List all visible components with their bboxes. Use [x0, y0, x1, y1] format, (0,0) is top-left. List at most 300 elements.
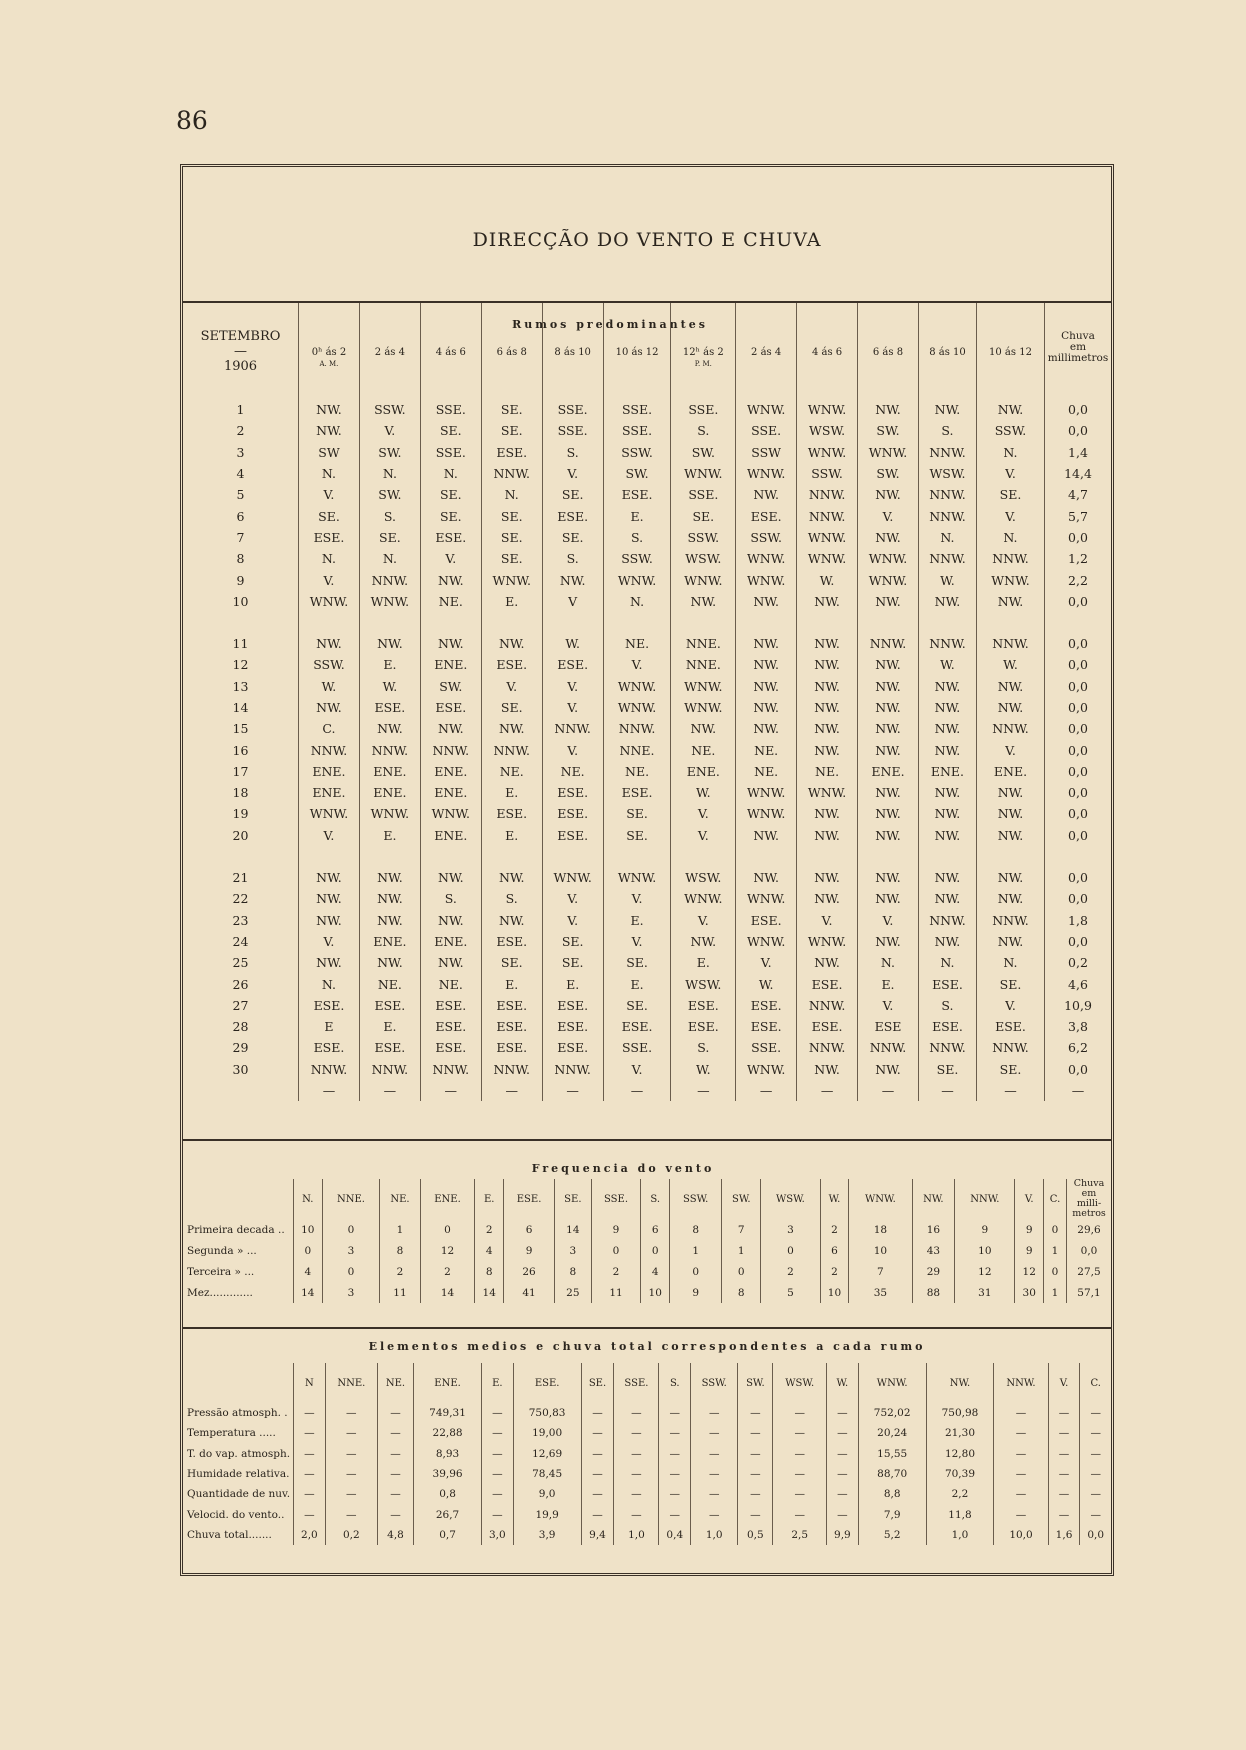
wind-direction: E. — [481, 973, 542, 994]
frequency-value: 0 — [1044, 1261, 1067, 1282]
element-value: — — [481, 1403, 513, 1423]
wind-direction: NW. — [858, 591, 919, 612]
wind-direction: ESE. — [797, 1016, 858, 1037]
frequency-value: 31 — [955, 1282, 1015, 1303]
frequency-value: 10 — [294, 1219, 323, 1240]
element-value: 15,55 — [858, 1444, 926, 1464]
wind-direction: WNW. — [481, 569, 542, 590]
element-value: — — [994, 1464, 1048, 1484]
wind-direction: NW. — [797, 676, 858, 697]
wind-direction: NNW. — [420, 739, 481, 760]
spacer-cell — [736, 846, 797, 867]
day-number: 21 — [232, 870, 249, 886]
wind-direction: WNW. — [736, 548, 797, 569]
wind-direction: ENE. — [299, 761, 360, 782]
spacer-cell — [542, 612, 603, 633]
frequency-value: 10 — [849, 1240, 912, 1261]
spacer-cell — [481, 846, 542, 867]
wind-direction: ESE. — [736, 910, 797, 931]
element-value: — — [994, 1484, 1048, 1504]
wind-direction: NW. — [797, 867, 858, 888]
table-row — [183, 1444, 1111, 1464]
wind-direction: ESE. — [542, 782, 603, 803]
element-value: — — [659, 1464, 691, 1484]
element-value: — — [294, 1484, 326, 1504]
element-value: — — [1080, 1464, 1111, 1484]
wind-direction: NNW. — [603, 718, 671, 739]
wind-direction: NW. — [797, 591, 858, 612]
spacer-cell — [299, 612, 360, 633]
table-row — [183, 973, 1111, 994]
rain-value: 6,2 — [1045, 1037, 1112, 1058]
element-value: — — [738, 1444, 773, 1464]
dash-cell: — — [918, 1080, 976, 1101]
wind-direction: ESE. — [542, 505, 603, 526]
frequency-value: 1 — [1044, 1240, 1067, 1261]
table-row — [183, 825, 1111, 846]
time-header: 4 ás 6 — [797, 303, 858, 399]
wind-direction: SW. — [671, 442, 736, 463]
wind-direction: S. — [542, 442, 603, 463]
wind-direction: WNW. — [858, 569, 919, 590]
wind-direction: SSE. — [420, 399, 481, 420]
spacer-cell — [359, 612, 420, 633]
wind-direction: V. — [299, 484, 360, 505]
element-value: 22,88 — [414, 1423, 482, 1443]
wind-direction: SW. — [858, 420, 919, 441]
time-period: A. M. — [319, 360, 339, 368]
wind-direction: SSE. — [420, 442, 481, 463]
wind-direction: W. — [671, 782, 736, 803]
wind-direction: NW. — [858, 782, 919, 803]
wind-direction: WNW. — [797, 782, 858, 803]
frequency-value: 2 — [820, 1219, 849, 1240]
wind-direction: WNW. — [299, 803, 360, 824]
element-value: — — [827, 1423, 859, 1443]
element-value: — — [691, 1484, 738, 1504]
wind-direction: V. — [603, 1059, 671, 1080]
wind-direction: NW. — [671, 931, 736, 952]
direction-header: S. — [659, 1363, 691, 1403]
wind-direction: WNW. — [736, 931, 797, 952]
spacer-cell — [918, 612, 976, 633]
wind-direction: WNW. — [736, 782, 797, 803]
wind-direction: WNW. — [359, 591, 420, 612]
wind-direction: SE. — [420, 420, 481, 441]
wind-direction: NE. — [797, 761, 858, 782]
frequency-value: 25 — [555, 1282, 592, 1303]
frequency-value: 10 — [820, 1282, 849, 1303]
element-value: 21,30 — [926, 1423, 994, 1443]
element-value: 9,0 — [513, 1484, 581, 1504]
wind-direction: WNW. — [671, 676, 736, 697]
frequency-value: 6 — [820, 1240, 849, 1261]
direction-header: NNE. — [322, 1179, 380, 1219]
row-label: Velocid. do vento.. — [187, 1508, 285, 1521]
frequency-value: 0 — [322, 1219, 380, 1240]
wind-direction: NW. — [481, 867, 542, 888]
day-number: 10 — [232, 593, 249, 609]
wind-direction: NW. — [858, 1059, 919, 1080]
wind-direction: N. — [420, 463, 481, 484]
dash-cell — [183, 1080, 299, 1101]
wind-direction: ENE. — [359, 761, 420, 782]
wind-direction: ESE. — [603, 782, 671, 803]
wind-direction: NW. — [918, 676, 976, 697]
wind-direction: WSW. — [671, 867, 736, 888]
wind-direction: NW. — [299, 633, 360, 654]
wind-direction: N. — [299, 548, 360, 569]
day-number: 23 — [232, 912, 249, 928]
element-value: — — [691, 1403, 738, 1423]
table-row — [183, 1464, 1111, 1484]
month-header: SETEMBRO — 1906 — [200, 329, 281, 374]
spacer-cell — [918, 846, 976, 867]
wind-direction: ESE. — [542, 1037, 603, 1058]
wind-direction: NW. — [736, 697, 797, 718]
row-label: Quantidade de nuv. — [187, 1488, 291, 1501]
wind-direction: NNW. — [542, 718, 603, 739]
direction-header: V. — [1048, 1363, 1080, 1403]
rain-header — [1067, 1179, 1112, 1219]
frequency-value: 14 — [420, 1282, 475, 1303]
day-number: 27 — [232, 997, 249, 1013]
wind-direction: WNW. — [736, 463, 797, 484]
element-value: — — [581, 1504, 614, 1524]
element-value: — — [377, 1484, 413, 1504]
rain-value: 14,4 — [1045, 463, 1112, 484]
row-label: Temperatura ..... — [187, 1427, 276, 1440]
direction-header: SSE. — [614, 1363, 659, 1403]
wind-direction: NW. — [797, 654, 858, 675]
direction-header: NNW. — [955, 1179, 1015, 1219]
table-row — [183, 591, 1111, 612]
element-value: 752,02 — [858, 1403, 926, 1423]
wind-direction: ESE. — [736, 995, 797, 1016]
wind-direction: ESE. — [671, 995, 736, 1016]
frequency-value: 11 — [591, 1282, 641, 1303]
wind-direction: WNW. — [736, 888, 797, 909]
element-value: 750,98 — [926, 1403, 994, 1423]
element-value: 1,0 — [614, 1525, 659, 1545]
wind-direction: NNE. — [671, 633, 736, 654]
mean-elements-table — [183, 1363, 1111, 1545]
wind-direction: NW. — [797, 633, 858, 654]
element-value: — — [1048, 1464, 1080, 1484]
element-value: — — [325, 1444, 377, 1464]
wind-direction: W. — [797, 569, 858, 590]
elements-caption: Elementos medios e chuva total correspondentes a cada rumo — [368, 1340, 926, 1353]
direction-header: WSW. — [761, 1179, 820, 1219]
wind-direction: V. — [299, 569, 360, 590]
table-row — [183, 718, 1111, 739]
element-value: — — [294, 1504, 326, 1524]
day-number: 19 — [232, 806, 249, 822]
spacer-row — [183, 612, 1111, 633]
wind-direction: E. — [671, 952, 736, 973]
element-value: — — [325, 1504, 377, 1524]
wind-direction: ESE. — [481, 931, 542, 952]
spacer-cell — [299, 846, 360, 867]
wind-direction: E. — [359, 825, 420, 846]
wind-direction: NNW. — [918, 505, 976, 526]
element-value: 749,31 — [414, 1403, 482, 1423]
element-value: — — [738, 1464, 773, 1484]
wind-direction: WNW. — [603, 697, 671, 718]
wind-direction: SE. — [603, 952, 671, 973]
rain-header-line: em — [1069, 341, 1087, 353]
row-label: Primeira decada .. — [187, 1223, 285, 1236]
wind-direction: NW. — [797, 718, 858, 739]
rain-value: 1,8 — [1045, 910, 1112, 931]
element-value: — — [827, 1464, 859, 1484]
wind-direction: SE. — [481, 399, 542, 420]
frequency-value: 0,0 — [1067, 1240, 1112, 1261]
element-value: 26,7 — [414, 1504, 482, 1524]
wind-direction: NW. — [858, 867, 919, 888]
wind-direction: W. — [918, 654, 976, 675]
wind-direction: SE. — [299, 505, 360, 526]
wind-direction: SE. — [420, 484, 481, 505]
wind-direction: WNW. — [736, 1059, 797, 1080]
time-header: 0ʰ ás 2 A. M. — [299, 303, 360, 399]
time-header: 12ʰ ás 2 P. M. — [671, 303, 736, 399]
rain-value: 1,4 — [1045, 442, 1112, 463]
day-number: 30 — [232, 1061, 249, 1077]
spacer-cell — [858, 612, 919, 633]
frequency-value: 9 — [670, 1282, 722, 1303]
element-value: — — [377, 1403, 413, 1423]
frequency-value: 2 — [591, 1261, 641, 1282]
wind-direction: ESE. — [976, 1016, 1044, 1037]
wind-direction: V. — [603, 654, 671, 675]
frequency-value: 11 — [380, 1282, 420, 1303]
wind-direction: NNW. — [976, 718, 1044, 739]
element-value: 70,39 — [926, 1464, 994, 1484]
wind-direction: NW. — [359, 910, 420, 931]
element-value: — — [659, 1403, 691, 1423]
element-value: — — [614, 1444, 659, 1464]
wind-direction: NW. — [420, 952, 481, 973]
wind-direction: N. — [603, 591, 671, 612]
rain-value: 0,0 — [1045, 825, 1112, 846]
wind-direction: V. — [603, 888, 671, 909]
wind-direction: V. — [858, 910, 919, 931]
direction-header: S. — [641, 1179, 670, 1219]
frequency-value: 26 — [504, 1261, 555, 1282]
wind-direction: NW. — [797, 697, 858, 718]
wind-direction: SW — [299, 442, 360, 463]
wind-direction: NW. — [299, 888, 360, 909]
wind-direction: ENE. — [420, 761, 481, 782]
divider — [183, 1327, 1111, 1329]
element-value: — — [481, 1504, 513, 1524]
spacer-cell — [183, 612, 299, 633]
wind-direction: V — [542, 591, 603, 612]
element-value: — — [481, 1464, 513, 1484]
wind-direction: SE. — [481, 697, 542, 718]
frequency-value: 3 — [322, 1240, 380, 1261]
time-header: 4 ás 6 — [420, 303, 481, 399]
element-value: — — [481, 1423, 513, 1443]
element-value: 3,9 — [513, 1525, 581, 1545]
wind-direction: WNW. — [736, 569, 797, 590]
element-value: — — [827, 1444, 859, 1464]
spacer-cell — [1045, 846, 1112, 867]
element-value: 0,7 — [414, 1525, 482, 1545]
table-row — [183, 1423, 1111, 1443]
wind-direction: ESE. — [736, 505, 797, 526]
frequency-value: 1 — [670, 1240, 722, 1261]
table-row — [183, 1484, 1111, 1504]
wind-direction: ENE. — [420, 782, 481, 803]
rain-value: 0,2 — [1045, 952, 1112, 973]
wind-direction: NE. — [542, 761, 603, 782]
rain-value: 2,2 — [1045, 569, 1112, 590]
wind-direction: ESE. — [420, 1037, 481, 1058]
element-value: — — [691, 1423, 738, 1443]
frequency-value: 6 — [641, 1219, 670, 1240]
element-value: 5,2 — [858, 1525, 926, 1545]
wind-direction: NW. — [858, 931, 919, 952]
wind-direction: V. — [976, 463, 1044, 484]
wind-direction: S. — [918, 420, 976, 441]
row-label: Segunda » ... — [187, 1244, 257, 1257]
wind-direction: V. — [542, 739, 603, 760]
direction-header: WSW. — [773, 1363, 827, 1403]
frequency-value: 2 — [420, 1261, 475, 1282]
wind-direction: NNW. — [797, 1037, 858, 1058]
spacer-cell — [603, 846, 671, 867]
element-value: 750,83 — [513, 1403, 581, 1423]
wind-direction: NNW. — [299, 739, 360, 760]
rain-value: 0,0 — [1045, 718, 1112, 739]
element-value: 39,96 — [414, 1464, 482, 1484]
wind-direction: NNW. — [359, 739, 420, 760]
wind-direction: NW. — [976, 782, 1044, 803]
element-value: — — [614, 1464, 659, 1484]
wind-direction: WNW. — [797, 548, 858, 569]
spacer-cell — [797, 846, 858, 867]
direction-header: SW. — [722, 1179, 761, 1219]
wind-direction: V. — [481, 676, 542, 697]
rain-value: 0,0 — [1045, 782, 1112, 803]
element-value: — — [659, 1484, 691, 1504]
wind-direction: SSW. — [299, 654, 360, 675]
dash-cell: — — [797, 1080, 858, 1101]
wind-direction: NE. — [603, 761, 671, 782]
dash-cell: — — [976, 1080, 1044, 1101]
wind-direction: NW. — [858, 484, 919, 505]
wind-direction: S. — [542, 548, 603, 569]
spacer-cell — [671, 846, 736, 867]
wind-direction: WNW. — [359, 803, 420, 824]
frequency-value: 9 — [504, 1240, 555, 1261]
frequency-value: 14 — [475, 1282, 504, 1303]
wind-direction: NW. — [858, 888, 919, 909]
table-row — [183, 1525, 1111, 1545]
element-value: — — [994, 1403, 1048, 1423]
element-value: — — [294, 1403, 326, 1423]
dash-cell: — — [359, 1080, 420, 1101]
element-value: 20,24 — [858, 1423, 926, 1443]
wind-direction: V. — [542, 676, 603, 697]
wind-direction: V. — [671, 910, 736, 931]
table-row — [183, 995, 1111, 1016]
wind-direction: V. — [359, 420, 420, 441]
wind-direction: E. — [603, 910, 671, 931]
element-value: 9,9 — [827, 1525, 859, 1545]
wind-direction: NW. — [918, 867, 976, 888]
spacer-cell — [420, 612, 481, 633]
wind-direction: NE. — [736, 761, 797, 782]
table-row — [183, 910, 1111, 931]
rain-header-line: metros — [1072, 1208, 1106, 1219]
wind-direction: N. — [299, 973, 360, 994]
element-value: — — [691, 1504, 738, 1524]
table-row — [183, 654, 1111, 675]
element-value: — — [1080, 1423, 1111, 1443]
frequency-value: 8 — [670, 1219, 722, 1240]
rain-header-line: Chuva — [1061, 330, 1095, 342]
wind-direction: NW. — [976, 697, 1044, 718]
spacer-cell — [542, 846, 603, 867]
wind-direction: NNW. — [976, 633, 1044, 654]
element-value: — — [581, 1484, 614, 1504]
wind-direction: NNW. — [918, 910, 976, 931]
wind-direction: NW. — [918, 825, 976, 846]
wind-direction: NW. — [858, 676, 919, 697]
table-row — [183, 399, 1111, 420]
element-value: — — [294, 1444, 326, 1464]
page-number: 86 — [176, 106, 208, 135]
wind-direction: SSE. — [542, 399, 603, 420]
element-value: 8,93 — [414, 1444, 482, 1464]
element-value: 2,0 — [294, 1525, 326, 1545]
element-value: — — [738, 1403, 773, 1423]
frequency-value: 9 — [955, 1219, 1015, 1240]
wind-direction: ESE. — [359, 1037, 420, 1058]
element-value: — — [738, 1504, 773, 1524]
wind-direction: SSW. — [603, 442, 671, 463]
wind-direction: ESE. — [542, 654, 603, 675]
wind-direction: V. — [420, 548, 481, 569]
time-header: 2 ás 4 — [359, 303, 420, 399]
element-value: 19,00 — [513, 1423, 581, 1443]
wind-direction: NNW. — [918, 484, 976, 505]
rain-value: 1,2 — [1045, 548, 1112, 569]
frequency-value: 27,5 — [1067, 1261, 1112, 1282]
wind-direction: ESE. — [299, 1037, 360, 1058]
wind-direction: V. — [976, 995, 1044, 1016]
spacer-cell — [1045, 612, 1112, 633]
table-row — [183, 1403, 1111, 1423]
wind-direction: ESE. — [736, 1016, 797, 1037]
element-value: — — [377, 1444, 413, 1464]
wind-direction: SE. — [542, 931, 603, 952]
wind-direction: NW. — [976, 825, 1044, 846]
frequency-value: 12 — [955, 1261, 1015, 1282]
frequency-value: 0 — [322, 1261, 380, 1282]
element-value: — — [773, 1444, 827, 1464]
wind-direction: SW. — [603, 463, 671, 484]
element-value: — — [614, 1403, 659, 1423]
element-value: — — [377, 1423, 413, 1443]
wind-direction: SE. — [603, 995, 671, 1016]
wind-direction: S. — [918, 995, 976, 1016]
wind-direction: SSE. — [736, 420, 797, 441]
direction-header: NNE. — [325, 1363, 377, 1403]
